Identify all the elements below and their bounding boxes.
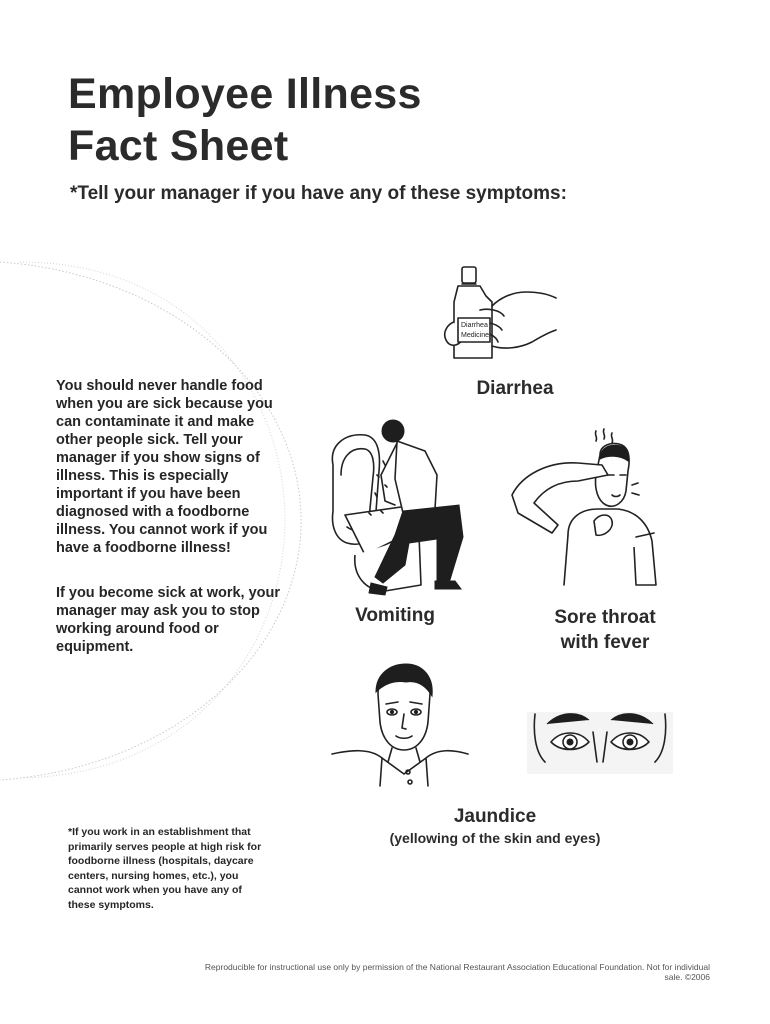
title-line-2: Fact Sheet xyxy=(68,122,289,170)
sore-throat-line-1: Sore throat xyxy=(554,607,656,628)
intro-paragraph: You should never handle food when you are sick because you can contaminate it and make other people sick. Tell your manager if you show signs of illness. This is especially important if you have been diagnosed with a foodborne illness. You cannot work if you have a foodborne illness! xyxy=(56,378,273,556)
footer-credit: Reproducible for instructional use only by permission of the National Restaurant Association Educational Foundation. Not for individual sale. ©2006 xyxy=(204,962,710,982)
jaundice-portrait-illustration xyxy=(330,662,470,787)
symptom-label-jaundice: Jaundice xyxy=(453,806,537,827)
sick-at-work-paragraph: If you become sick at work, your manager may ask you to stop working around food or equipment. xyxy=(56,585,281,655)
sore-throat-line-2: with fever xyxy=(560,632,650,653)
bottle-label-line-2: Medicine xyxy=(461,332,490,339)
jaundice-description: (yellowing of the skin and eyes) xyxy=(389,830,601,846)
medicine-bottle-illustration xyxy=(440,262,560,367)
symptom-label-diarrhea: Diarrhea xyxy=(476,378,554,399)
symptom-label-vomiting: Vomiting xyxy=(355,605,435,626)
title-line-1: Employee Illness xyxy=(68,70,422,118)
symptom-label-sore-throat xyxy=(525,605,685,655)
bottle-label-line-1: Diarrhea xyxy=(461,322,488,329)
sore-throat-illustration xyxy=(508,425,663,590)
high-risk-footnote: *If you work in an establishment that primarily serves people at high risk for foodborne illness (hospitals, daycare centers, nursing homes, etc.), you cannot work when you have any of these symptoms. xyxy=(68,826,262,911)
page-title xyxy=(68,68,422,172)
vomiting-illustration xyxy=(325,415,465,600)
jaundice-eyes-illustration xyxy=(525,702,675,782)
page-subtitle: *Tell your manager if you have any of these symptoms: xyxy=(70,183,567,204)
